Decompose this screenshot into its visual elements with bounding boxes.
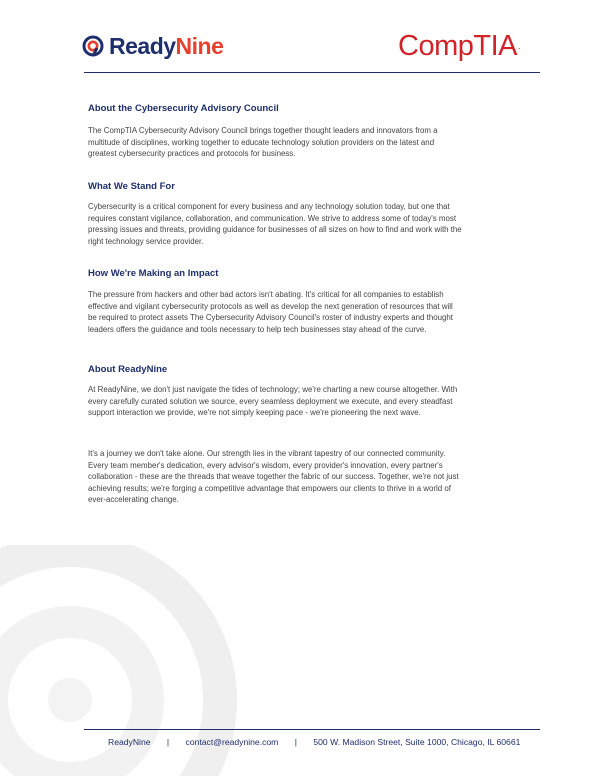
comptia-logo [398,30,520,62]
readynine-mark-icon [82,35,104,57]
comptia-logo-text: CompTIA [398,30,517,62]
comptia-logo-mark: . [517,41,520,51]
readynine-logo-nine: Nine [175,33,224,59]
section-heading-what-we-stand-for: What We Stand For [88,181,175,192]
section-paragraph-advisory-council: The CompTIA Cybersecurity Advisory Council brings together thought leaders and innovators from a multitude of disciplines, working together to educate technology solution providers on the latest and greatest cybersecurity practices and protocols for business. [88,126,438,159]
section-paragraph-impact: The pressure from hackers and other bad actors isn't abating. It's critical for all companies to establish effective and vigilant cybersecurity protocols as well as develop the next generation of resources that will be required to protect assets The Cybersecurity Advisory Council's roster of industry experts and thought leaders offers the guidance and tools necessary to help tech businesses stay ahead of the curve. [88,290,453,334]
header-divider [84,72,540,73]
footer-separator: | [166,737,170,747]
footer-address: 500 W. Madison Street, Suite 1000, Chicago, IL 60661 [313,737,521,747]
section-paragraph-about-readynine-1: At ReadyNine, we don't just navigate the tides of technology; we're charting a new course altogether. With every carefully curated solution we source, every seamless deployment we execute, and every steadfast support interaction we provide, we're not simply keeping pace - we're pioneering the next wave. [88,385,458,418]
footer-separator: | [294,737,297,747]
footer-company: ReadyNine [108,737,151,747]
section-heading-advisory-council: About the Cybersecurity Advisory Council [88,103,279,114]
section-paragraph-about-readynine-2: It's a journey we don't take alone. Our strength lies in the vibrant tapestry of our connected community. Every team member's dedication, every advisor's wisdom, every provider's innovation, every partner's collaboration - these are the threads that weave together the fabric of our success. Together, we're not just achieving results; we're forging a competitive advantage that empowers our clients to thrive in a world of ever-accelerating change. [88,449,459,505]
section-heading-impact: How We're Making an Impact [88,268,219,279]
footer-email[interactable]: contact@readynine.com [185,737,279,747]
footer-divider [84,729,540,730]
section-heading-about-readynine: About ReadyNine [88,364,168,375]
page-footer [108,737,520,747]
readynine-logo-ready: Ready [109,33,176,59]
section-paragraph-what-we-stand-for: Cybersecurity is a critical component for every business and any technology solution today, but one that requires constant vigilance, collaboration, and communication. We strive to address some of today's most pressing issues and threats, providing guidance for businesses of all sizes on how to find and work with the right technology service provider. [88,202,462,246]
page-header [0,0,600,75]
readynine-logo [82,31,223,61]
